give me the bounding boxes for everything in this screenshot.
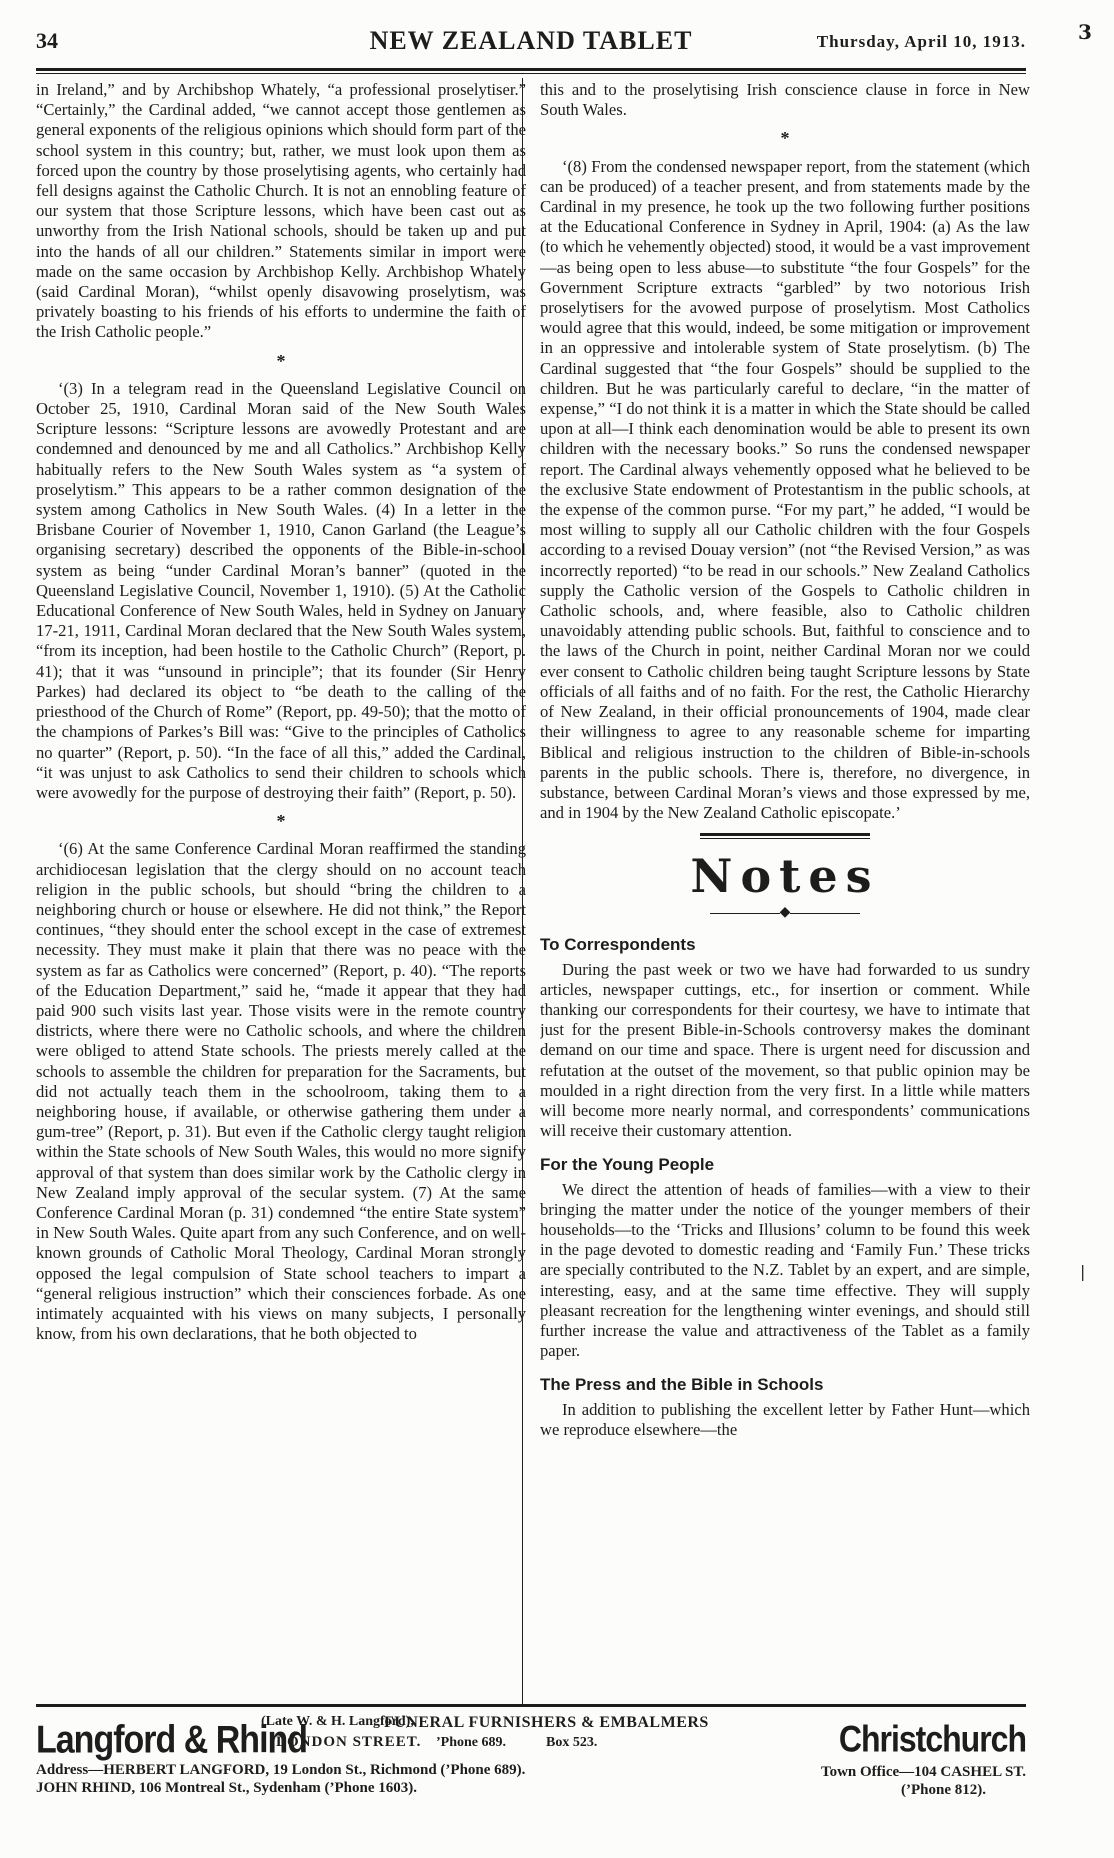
advertiser-phone: ’Phone 689. — [436, 1735, 506, 1750]
notes-rule — [700, 833, 870, 839]
advertiser-city: Christchurch — [838, 1718, 1026, 1760]
masthead-title: NEW ZEALAND TABLET — [369, 26, 693, 55]
article-paragraph: this and to the proselytising Irish conscience clause in force in New South Wales. — [540, 80, 1030, 120]
right-column — [540, 80, 1030, 1700]
section-separator: * — [276, 350, 286, 371]
advertiser-address-2: JOHN RHIND, 106 Montreal St., Sydenham (’Phone 1603). — [36, 1780, 417, 1796]
issue-date: Thursday, April 10, 1913. — [816, 32, 1026, 51]
advertiser-trade: FUNERAL FURNISHERS & EMBALMERS — [384, 1714, 709, 1731]
corner-mark: 3 — [1078, 20, 1092, 44]
advertiser-town-phone: (’Phone 812). — [901, 1782, 986, 1798]
section-heading: To Correspondents — [540, 935, 696, 955]
advertiser-former-name: (Late W. & H. Langford), — [261, 1714, 414, 1729]
advertiser-address-1: Address—HERBERT LANGFORD, 19 London St., Richmond (’Phone 689). — [36, 1762, 526, 1778]
left-column — [36, 80, 526, 1700]
advertisement-footer — [36, 1704, 1026, 1834]
article-paragraph: ‘(8) From the condensed newspaper report, from the statement (which can be produced) of a teacher present, and from statements made by the Cardinal in my presence, he took up the two following further positions at the Educational Conference in Sydney in April, 1904: (a) As the law (to which he vehemently objected) stood, it would be a vast improvement—as being open to less abuse—to substitute “the four Gospels” for the Government Scripture extracts “garbled” by two notorious Irish proselytisers for the avowed purpose of proselytism. Most Catholics would agree that this would, indeed, be some mitigation or improvement in an oppressive and intolerable system of State proselytism. (b) The Cardinal suggested that “the four Gospels” should be supplied to the children. But he was particularly careful to declare, “in the matter of expense,” “I do not think it is a matter in which the State should be called upon at all—I think each denomination would be able to present its own children with the necessary books.” So runs the condensed newspaper report. The Cardinal always vehemently opposed what he believed to be the exclusive State endowment of Protestantism in the public schools, at the expense of the common purse. “For my part,” he added, “I would be most willing to supply all our Catholic children with the four Gospels according to a revised Douay version” (not “the Revised Version,” as was incorrectly reported) “to be read in our schools.” New Zealand Catholics supply the Catholic version of the Gospels to Catholic children in Catholic schools, and, where feasible, also to Catholic children unavoidably attending public schools. But, faithful to conscience and to the laws of the Church in point, neither Cardinal Moran nor we could ever consent to Catholic children being taught Scripture lessons by State officials of all faiths and of no faith. For the rest, the Catholic Hierarchy of New Zealand, in their official pronouncements of 1904, made clear their willingness to agree to any reasonable scheme for imparting Biblical and religious instruction to the children of Bible-in-schools parents in the public schools. There is, therefore, no divergence, in substance, between Cardinal Moran’s views and those expressed by me, and in 1904 by the New Zealand Catholic episcopate.’ — [540, 156, 1030, 823]
notes-paragraph: During the past week or two we have had forwarded to us sundry articles, newspaper cuttings, etc., for insertion or comment. While thanking our correspondents for their courtesy, we have to intimate that just for the present Bible-in-Schools controversy makes the dominant demand on our time and space. There is urgent need for discussion and refutation at the outset of the movement, so that public opinion may be moulded in a right direction from the very first. In a little while matters will become more nearly normal, and correspondents’ communications will receive their customary attention. — [540, 959, 1030, 1141]
article-paragraph: ‘(3) In a telegram read in the Queensland Legislative Council on October 25, 1910, Cardinal Moran said of the New South Wales Scripture lessons: “Scripture lessons are avowedly Protestant and are condemned and denounced by me and all Catholics.” Archbishop Kelly habitually refers to the New South Wales system as “a system of proselytism.” This appears to be a rather common designation of the system among Catholics in New South Wales. (4) In a letter in the Brisbane Courier of November 1, 1910, Canon Garland (the League’s organising secretary) described the opponents of the Bible-in-school system as being “under Cardinal Moran’s banner” (quoted in the Queensland Legislative Council, November 1, 1910). (5) At the Catholic Educational Conference of New South Wales, held in Sydney on January 17-21, 1911, Cardinal Moran declared that the New South Wales system, “from its inception, had been hostile to the Catholic Church” (Report, p. 41); that it was “unsound in principle”; that its founder (Sir Henry Parkes) had declared its object to “be death to the calling of the priesthood of the Church of Rome” (Report, pp. 49-50); that the motto of the champions of Parkes’s Bill was: “Give to the principles of Catholics no quarter” (Report, p. 50). “In the face of all this,” added the Cardinal, “it was unjust to ask Catholics to send their children to schools which were avowedly for the purpose of destroying their faith” (Report, p. 50). — [36, 378, 526, 802]
advertiser-name: Langford & Rhind — [36, 1718, 308, 1762]
page-header — [36, 24, 1026, 64]
section-separator: * — [780, 128, 790, 149]
footer-rule — [36, 1704, 1026, 1707]
notes-paragraph: We direct the attention of heads of families—with a view to their bringing the matter under the notice of the younger members of their households—to the ‘Tricks and Illusions’ column to be found this week in the page devoted to domestic reading and ‘Family Fun.’ These tricks are specially contributed to the N.Z. Tablet by an expert, and are simple, interesting, easy, and at the same time effective. They will supply pleasant recreation for the lengthening winter evenings, and should still further increase the value and attractiveness of the Tablet as a family paper. — [540, 1179, 1030, 1361]
article-paragraph: in Ireland,” and by Archibshop Whately, “a professional proselytiser.” “Certainly,” the Cardinal added, “we cannot accept those gentlemen as general exponents of the religious opinions which should form part of the school system in this country; but, rather, we must look upon them as forced upon the country by those proselytising agents, who certainly had fell designs against the Catholic Church. It is not an ennobling feature of our system that those Scripture lessons, which have been cast out as unworthy from the Irish National schools, should be taken up and put into the hands of all our children.” Statements similar in import were made on the same occasion by Archbishop Kelly. Archbishop Whately (said Cardinal Moran), “whilst openly disavowing proselytism, was privately boasting to his friends of his efforts to undermine the faith of the Irish Catholic people.” — [36, 80, 526, 342]
header-rule — [36, 68, 1026, 74]
page-number: 34 — [36, 28, 58, 53]
diamond-ornament-icon: ◆ — [540, 905, 1030, 921]
article-paragraph: ‘(6) At the same Conference Cardinal Moran reaffirmed the standing archidiocesan legislation that the clergy should on no account teach religion in the public schools, but should “bring the children to a neighboring church or house or elsewhere. He did not think,” the Report continues, “they should enter the school except in the case of extremest necessity. They must make it plain that there was no peace with the system as far as Catholics were concerned” (Report, p. 40). “The reports of the Education Department,” said he, “made it appear that they had paid 900 such visits last year. Those visits were in the remote country districts, where there were no Catholic schools, and where the children were obliged to attend State schools. The priests merely called at the schools to assemble the children for preparation for the Sacraments, but did not actually teach them in the schoolroom, taking them to a neighboring house, if available, or otherwise gathering them under a gum-tree” (Report, p. 31). But even if the Catholic clergy taught religion within the State schools of New South Wales, this would no more signify approval of that system than does similar work by the Catholic clergy in New Zealand imply approval of the secular system. (7) At the same Conference Cardinal Moran (p. 31) condemned “the entire State system” in New South Wales. Quite apart from any such Conference, and on well-known grounds of Catholic Moral Theology, Cardinal Moran strongly opposed the legal compulsion of State school teachers to impart a “general religious instruction” which their consciences forbade. As one intimately acquainted with his views on many subjects, I personally know, from his own declarations, that he both objected to — [36, 839, 526, 1344]
section-heading: The Press and the Bible in Schools — [540, 1375, 824, 1395]
advertiser-street: LONDON STREET. — [276, 1734, 422, 1750]
margin-mark: | — [1080, 1262, 1086, 1281]
advertiser-town-office: Town Office—104 CASHEL ST. — [820, 1764, 1026, 1780]
section-heading: For the Young People — [540, 1155, 715, 1175]
notes-heading: Notes — [690, 849, 880, 904]
section-separator: * — [276, 811, 286, 832]
notes-paragraph: In addition to publishing the excellent letter by Father Hunt—which we reproduce elsewhere—the — [540, 1399, 1030, 1439]
advertiser-box: Box 523. — [546, 1735, 598, 1750]
